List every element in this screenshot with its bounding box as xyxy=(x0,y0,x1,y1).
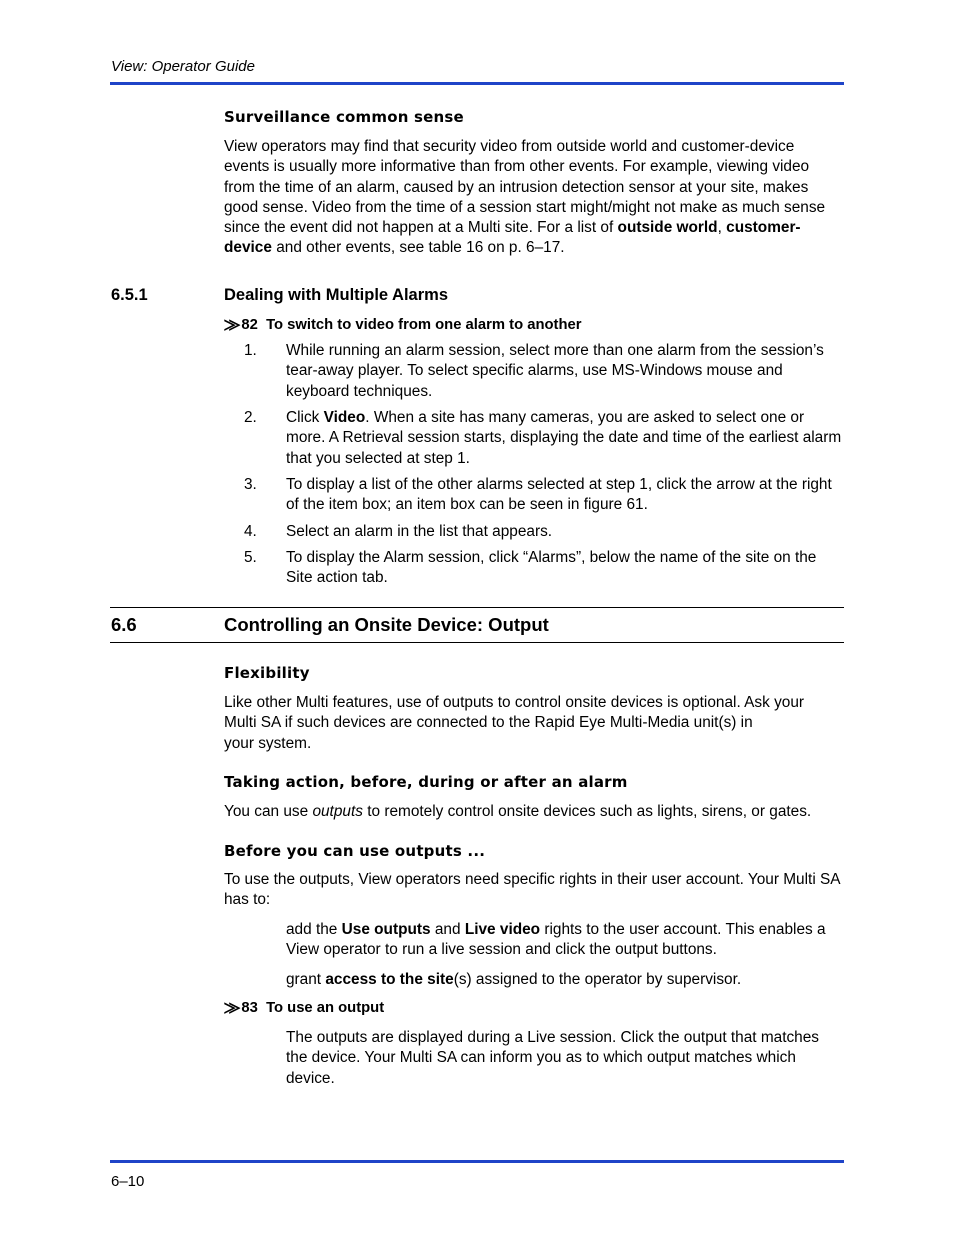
output-paragraph: The outputs are displayed during a Live session. Click the output that matches the device. Your Multi SA can inform you as to which output matches which device. xyxy=(286,1029,819,1087)
taking-action-heading: Taking action, before, during or after an alarm xyxy=(224,773,628,791)
procedure-arrow-icon: ⨠ xyxy=(224,316,241,332)
section-title-66: Controlling an Onsite Device: Output xyxy=(224,614,549,635)
running-header: View: Operator Guide xyxy=(111,58,255,75)
rights-item-1: add the Use outputs and Live video rights to the user account. This enables a View operator to run a live session and click the output buttons. xyxy=(286,921,826,959)
surveillance-paragraph: View operators may find that security video from outside world and customer-device events is usually more informative than from other events. For example, viewing video from the time of an alarm, caused by an intrusion detection sensor at your site, makes good sense. Video from the time of a session start might/might not make as much sense since the event did not happen at a Multi site. For a list of outside world, customer-device and other events, see table 16 on p. 6–17. xyxy=(224,138,826,257)
header-rule xyxy=(110,82,844,85)
surveillance-heading: Surveillance common sense xyxy=(224,108,464,126)
procedure-arrow-icon: ⨠ xyxy=(224,999,241,1015)
customer-device-term: customer-device xyxy=(224,219,801,257)
before-paragraph: To use the outputs, View operators need specific rights in their user account. Your Multi SA has to: xyxy=(224,871,840,909)
flexibility-heading: Flexibility xyxy=(224,664,310,682)
section-number-66: 6.6 xyxy=(111,614,137,635)
rights-item-2: grant access to the site(s) assigned to the operator by supervisor. xyxy=(286,971,742,988)
procedure-83: ⨠83 To use an output xyxy=(224,999,385,1016)
footer-rule xyxy=(110,1160,844,1163)
section-rule-top xyxy=(110,607,844,608)
procedure-82: ⨠82 To switch to video from one alarm to another xyxy=(224,316,582,333)
before-heading: Before you can use outputs ... xyxy=(224,842,486,860)
outside-world-term: outside world xyxy=(617,219,718,237)
section-number-651: 6.5.1 xyxy=(111,286,148,304)
section-title-651: Dealing with Multiple Alarms xyxy=(224,286,448,304)
taking-action-paragraph: You can use outputs to remotely control onsite devices such as lights, sirens, or gates. xyxy=(224,803,812,820)
section-rule-bottom xyxy=(110,642,844,643)
flexibility-paragraph: Like other Multi features, use of outputs to control onsite devices is optional. Ask your Multi SA if such devices are connected to the Rapid Eye Multi-Media unit(s) in your system. xyxy=(224,694,805,752)
page-number: 6–10 xyxy=(111,1173,145,1190)
